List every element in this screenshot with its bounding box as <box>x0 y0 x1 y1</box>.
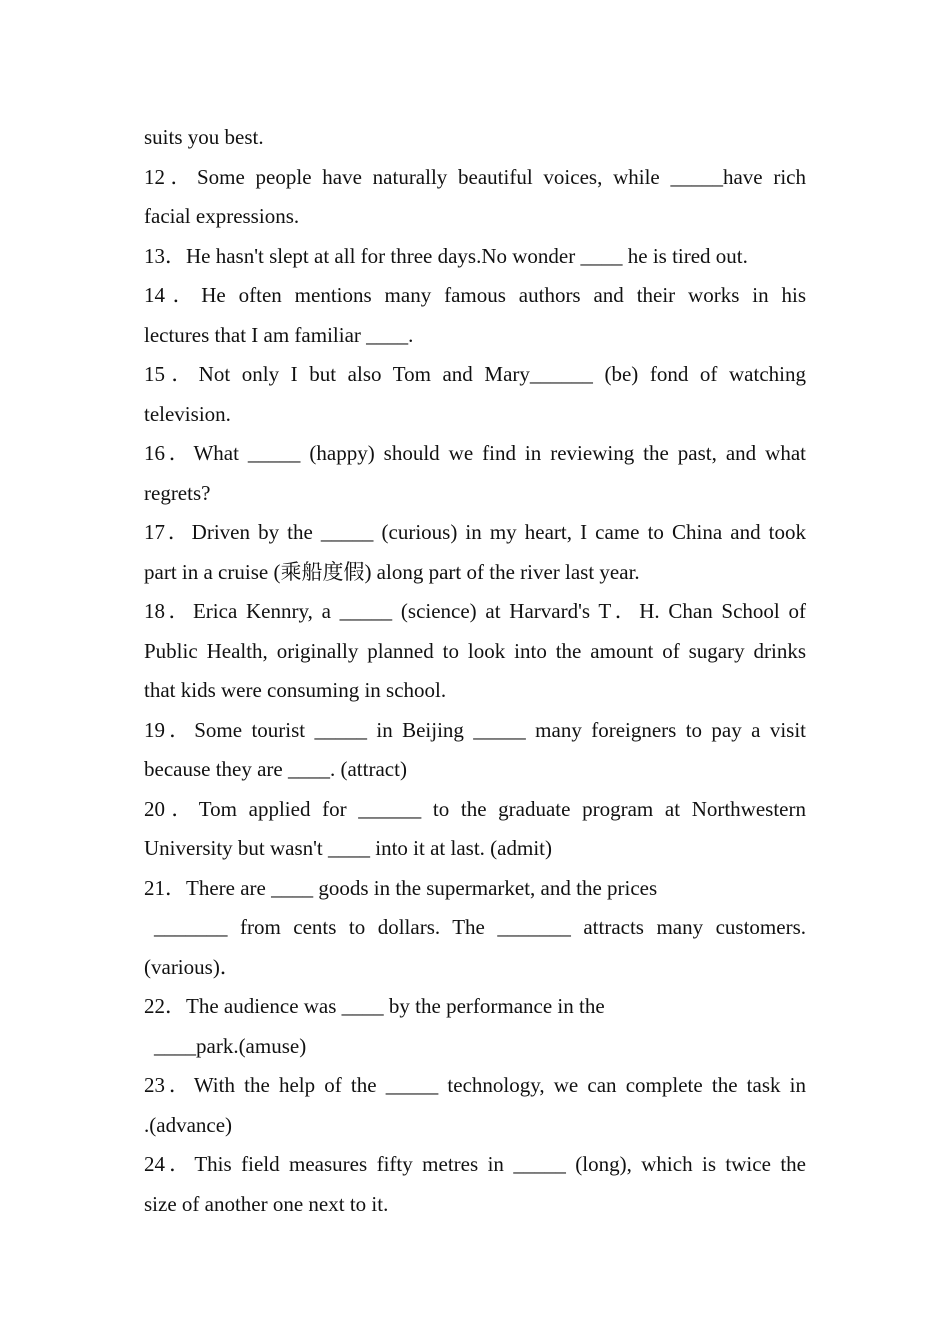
question-23-line-2: .(advance) <box>144 1112 233 1137</box>
question-12-line-2: facial expressions. <box>144 204 300 228</box>
question-22-line-2: ____park.(amuse) <box>154 1033 307 1058</box>
question-16-line-2: regrets? <box>144 480 211 505</box>
question-21-line-1: 21．There are ____ goods in the supermarket, and the prices <box>144 875 658 900</box>
question-15-line-2: television. <box>144 401 231 426</box>
question-17-line-2: part in a cruise (乘船度假) along part of the river last year. <box>144 559 640 584</box>
question-24-line-1: 24．This field measures fifty metres in _____ (long), which is twice the <box>144 1152 806 1176</box>
question-21-line-2: _______ from cents to dollars. The _______ attracts many customers. <box>154 915 806 939</box>
question-14-line-1: 14．He often mentions many famous authors and their works in his <box>144 283 806 307</box>
question-23-line-1: 23．With the help of the _____ technology, we can complete the task in <box>144 1073 806 1097</box>
question-13-line-1: 13．He hasn't slept at all for three days.No wonder ____ he is tired out. <box>144 243 748 268</box>
question-22-line-1: 22．The audience was ____ by the performance in the <box>144 994 605 1018</box>
question-19-line-2: because they are ____. (attract) <box>144 757 407 781</box>
question-17-line-1: 17．Driven by the _____ (curious) in my heart, I came to China and took <box>144 520 806 544</box>
question-18-line-3: that kids were consuming in school. <box>144 678 447 702</box>
question-20-line-1: 20．Tom applied for ______ to the graduate program at Northwestern <box>144 796 806 821</box>
question-20-line-2: University but wasn't ____ into it at last. (admit) <box>144 836 552 860</box>
document-page <box>144 118 806 1224</box>
question-19-line-1: 19．Some tourist _____ in Beijing _____ many foreigners to pay a visit <box>144 717 806 742</box>
question-18-line-1: 18．Erica Kennry, a _____ (science) at Harvard's T．H. Chan School of <box>144 599 806 623</box>
question-21-line-3: (various)． <box>144 954 241 979</box>
question-15-line-1: 15．Not only I but also Tom and Mary______ (be) fond of watching <box>144 362 806 386</box>
question-18-line-2: Public Health, originally planned to look into the amount of sugary drinks <box>144 638 806 663</box>
text-line: suits you best. <box>144 125 264 149</box>
question-14-line-2: lectures that I am familiar ____. <box>144 322 414 347</box>
question-16-line-1: 16．What _____ (happy) should we find in reviewing the past, and what <box>144 441 806 465</box>
question-24-line-2: size of another one next to it. <box>144 1191 389 1216</box>
question-12-line-1: 12．Some people have naturally beautiful voices, while _____have rich <box>144 164 806 189</box>
